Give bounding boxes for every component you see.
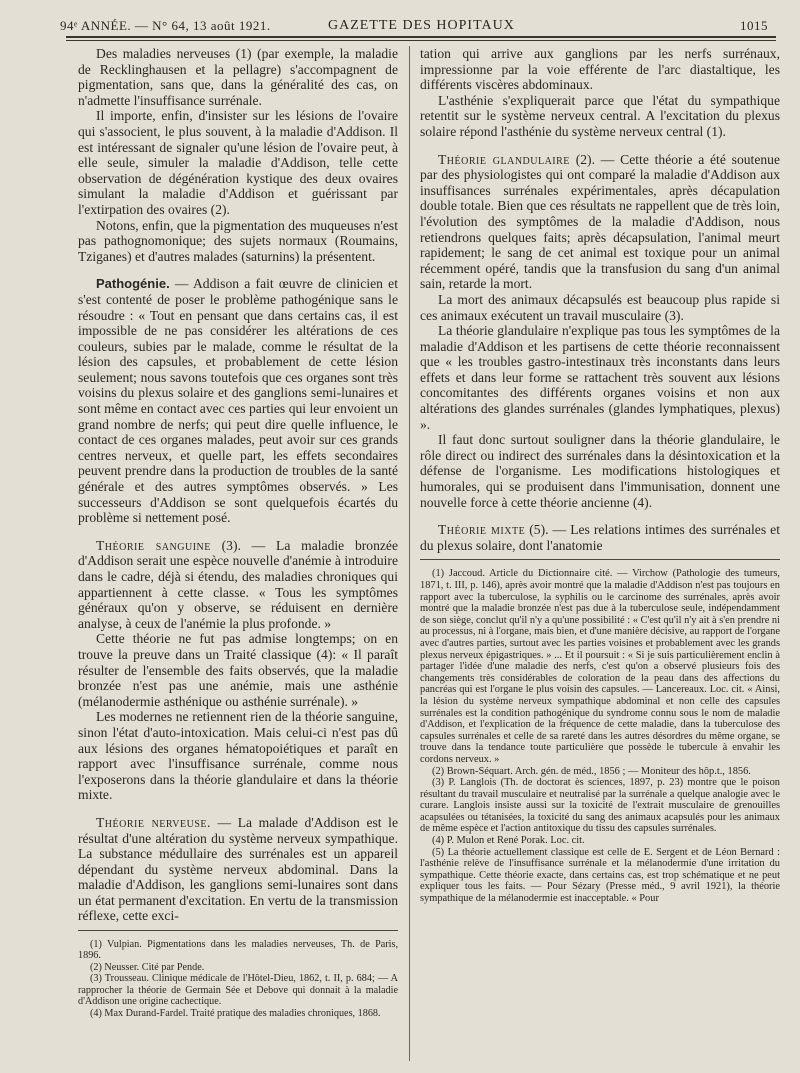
section-theorie-mixte (420, 522, 780, 553)
footnote: (1) Vulpian. Pigmentations dans les maladies nerveuses, Th. de Paris, 1896. (78, 939, 398, 962)
paragraph: Les modernes ne retiennent rien de la théorie sanguine, sinon l'état d'auto-intoxication. Mais celui-ci n'est pas dû aux lésions des organes hématopoiétiques et paraît en rapport avec l'insuffisance surrénale, comme nous l'exposerons dans la théorie glandulaire et dans la théorie mixte. (78, 709, 398, 803)
section-heading: Théorie glandulaire (438, 151, 570, 167)
section-heading: Théorie nerveuse. (96, 814, 211, 830)
section-text: (5). — Les relations intimes des surrénales et du plexus solaire, dont l'anatomie (420, 522, 780, 553)
paragraph: Cette théorie ne fut pas admise longtemps; on en trouve la preuve dans un Traité classique (4): « Il paraît résulter de l'ensemble des faits observés, que la maladie bronzée n'est pas une anémie, mais une asthénie (mélanodermie asthénique ou asthénie surrénale). » (78, 631, 398, 709)
right-column (420, 46, 780, 1065)
section-pathogenie (78, 276, 398, 526)
footnote: (2) Brown-Séquart. Arch. gén. de méd., 1856 ; — Moniteur des hôp.t., 1856. (432, 765, 751, 777)
footnote: (2) Neusser. Cité par Pende. (90, 961, 205, 973)
section-text: — Addison a fait œuvre de clinicien et s'est contenté de poser le problème pathogénique sans le résoudre : « Tout en pensant que dans certains cas, il est impossible de ne pas considérer les altérations de ces couleurs, subies par le malade, comme le résultat de la lésion des capsules, et probablement de cette lésion seulement; nous savons toutefois que ces organes sont très voisins du plexus solaire et des ganglions semi-lunaires et sont même en contact avec ces parties qui leur envoient un grand nombre de nerfs; qui peut dire quelle influence, le contact de ces organes malades, peut avoir sur ces grands centres nerveux, et quelle part, les effets secondaires peuvent prendre dans la production de troubles de la santé générale et des autres symptômes observés. » Les successeurs d'Addison se sont quelquefois écartés du problème si nettement posé. (78, 276, 398, 526)
footnote: (4) P. Mulon et René Porak. Loc. cit. (432, 835, 585, 847)
footnote: (3) P. Langlois (Th. de doctorat ès sciences, 1897, p. 23) montre que le poison résultant du travail musculaire et neutralisé par la surrénale a quelque analogie avec le curare. Langlois insiste aussi sur la toxicité de l'extrait musculaire de grenouilles acapsulées ou tétanisées, la toxicité du sang des animaux acapsulés pour les animaux de même espèce et l'action antitoxique du tissu des capsules surrénales. (420, 777, 780, 835)
paragraph: Des maladies nerveuses (1) (par exemple, la maladie de Recklinghausen et la pellagre) s'accompagnent de pigmentation, sans que, dans la généralité des cas, on n'admette l'insuffisance surrénale. (78, 46, 398, 108)
footnotes-right (420, 568, 780, 904)
page-header (60, 12, 768, 36)
section-text: (2). — Cette théorie a été soutenue par des physiologistes qui ont comparé la maladie d'Addison aux insuffisances surrénales expérimentales, après décapulation double totale. Bien que ces résultats ne rappellent que de très loin, l'évolution des symptômes de la maladie d'Addison, nous retiendrons quelques faits; après décapsulation, l'animal meurt rapidement; le sang de cet animal est toxique pour un animal récemment opéré, tandis que la transfusion du sang d'un animal sain, retarde la mort. (420, 151, 780, 292)
footnote: (4) Max Durand-Fardel. Traité pratique des maladies chroniques, 1868. (90, 1007, 381, 1019)
section-heading: Théorie mixte (438, 522, 526, 538)
header-rule (66, 36, 776, 38)
section-heading: Théorie sanguine (96, 537, 211, 553)
paragraph: tation qui arrive aux ganglions par les nerfs surrénaux, impressionne par la voie efférente de l'arc diastaltique, les différents viscères abdominaux. (420, 46, 780, 93)
section-theorie-nerveuse (78, 815, 398, 924)
left-column (78, 46, 398, 1065)
section-theorie-glandulaire (420, 152, 780, 292)
paragraph: Il faut donc surtout souligner dans la théorie glandulaire, le rôle direct ou indirect des surrénales dans la désintoxication et la défense de l'organisme. Les modifications histologiques et humorales, qui se produisent dans l'immunisation, donnent une nouvelle force à cette théorie ancienne (4). (420, 432, 780, 510)
paragraph: Notons, enfin, que la pigmentation des muqueuses n'est pas pathognomonique; des sujets normaux (Roumains, Tziganes) et d'autres malades (saturnins) la présentent. (78, 217, 398, 264)
section-heading: Pathogénie. (96, 276, 170, 292)
paragraph: La théorie glandulaire n'explique pas tous les symptômes de la maladie d'Addison et les partisens de cette théorie reconnaissent que « les troubles gastro-intestinaux très inconstants dans leurs effets et dans leur forme se rattachent très souvent aux lésions concomitantes des différents organes voisins et non aux altérations des glandes surrénales (glandes lymphatiques, plexus) ». (420, 323, 780, 432)
footnote: (3) Trousseau. Clinique médicale de l'Hôtel-Dieu, 1862, t. II, p. 684; — A rapprocher la théorie de Germain Sée et Debove qui donnait à la maladie d'Addison une origine cachectique. (78, 973, 398, 1008)
paragraph: La mort des animaux décapsulés est beaucoup plus rapide si ces animaux exécutent un travail musculaire (3). (420, 291, 780, 323)
section-text: — La malade d'Addison est le résultat d'une altération du système nerveux sympathique. La substance médullaire des surrénales est un appareil dépendant du système nerveux abdominal. Dans la maladie d'Addison, les ganglions semi-lunaires sont dans un état permanent d'excitation. En vertu de la transmission réflexe, cette exci- (78, 814, 398, 924)
section-theorie-sanguine (78, 538, 398, 632)
footnotes-left (78, 939, 398, 1019)
footnote-rule (78, 930, 398, 931)
footnote: (1) Jaccoud. Article du Dictionnaire cité. — Virchow (Pathologie des tumeurs, 1871, t. III, p. 146), après avoir montré que la maladie d'Addison n'est pas toujours en rapport avec la tuberculose, la syphilis ou le carcinome des surrénales, après avoir montré que la maladie bronzée n'est pas due à la tuberculose seule, indépendamment de son siège, conclut qu'il n'y a qu'une possibilité : « C'est qu'il n'y ait à s'en prendre ni au processus, ni à l'organe, mais bien, et d'une manière décisive, au rapport de l'organe avec d'autres parties, surtout avec les parties voisines et probablement avec les grands plexus nerveux épigastriques. » ... Et il poursuit : « Si je suis particulièrement enclin à partager l'idée d'une maladie des nerfs, c'est qu'on a observé plusieurs fois des changements très considérables de coloration de la peau dans des affections du pancréas qui est l'organe le plus voisin des capsules. — Lancereaux. Loc. cit. « Ainsi, la lésion du système nerveux sympathique abdominal et non celle des capsules surrénales est la condition pathogénique du syndrome connu sous le nom de maladie d'Addison, et l'explication de la fréquence de cette maladie, dans la tuberculose des capsules surrénales et celle de sa rareté dans les autres désordres du même organe, se trouve dans la tendance toute particulière que possède le tubercule à envahir les cordons nerveux. » (420, 568, 780, 765)
footnote-rule (420, 559, 780, 560)
paragraph: L'asthénie s'expliquerait parce que l'état du sympathique retentit sur le système nerveux central. A l'excitation du plexus solaire répond l'asthénie du système nerveux central (1). (420, 92, 780, 139)
column-divider (409, 46, 410, 1061)
section-text: (3). — La maladie bronzée d'Addison serait une espèce nouvelle d'anémie à introduire dans le cadre, déjà si étendu, des maladies chroniques qui appartiennent à cette classe. « Tous les symptômes généraux qu'on y observe, se réduisent en dernière analyse, à ceux de l'anémie la plus profonde. » (78, 537, 398, 631)
footnote: (5) La théorie actuellement classique est celle de E. Sergent et de Léon Bernard : l'asthénie relève de l'insuffisance surrénale et la mélanodermie d'une irritation du sympathique. Cette théorie exacte, dans certains cas, est trop schématique et ne peut expliquer tous les faits. — Pour Sézary (Presse méd., 9 avril 1921), la théorie sympathique de la mélanodermie est inacceptable. « Pour (420, 846, 780, 905)
paragraph: Il importe, enfin, d'insister sur les lésions de l'ovaire qui s'associent, le plus souvent, à la maladie d'Addison. Il est intéressant de signaler qu'une lésion de l'ovaire peut, à elle seule, simuler la maladie d'Addison, telle cette observation de dégénération kystique des deux ovaires simulant la maladie d'Addison et guérissant par l'extirpation des ovaires (2). (78, 108, 398, 217)
issue-info: 94ᵉ ANNÉE. — N° 64, 13 août 1921. (60, 18, 271, 33)
journal-title: GAZETTE DES HOPITAUX (328, 18, 515, 33)
header-rule-thin (66, 40, 776, 41)
page-number: 1015 (740, 18, 768, 33)
